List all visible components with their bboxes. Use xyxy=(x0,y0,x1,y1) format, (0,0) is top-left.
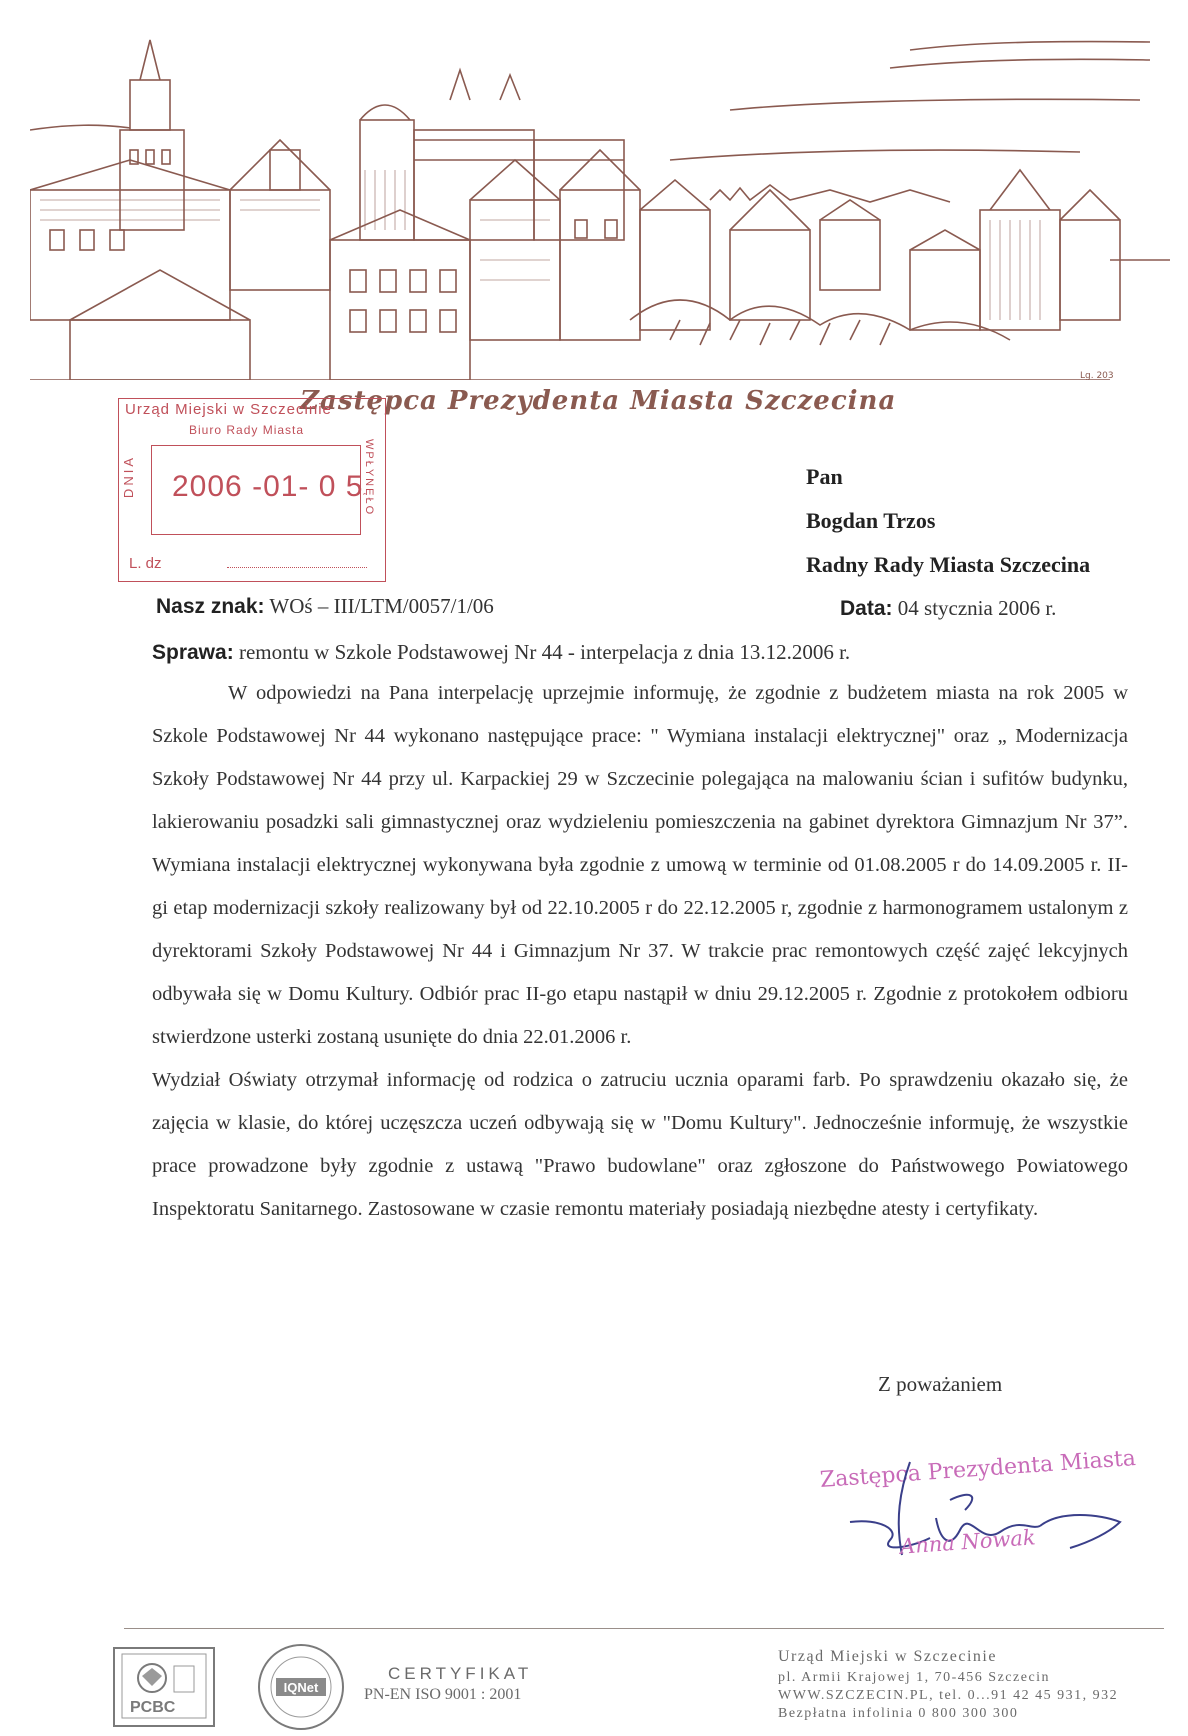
subject-label: Sprawa: xyxy=(152,641,234,664)
stamp-received-label: WPŁYNĘŁO xyxy=(363,439,375,517)
city-skyline-illustration xyxy=(30,20,1170,380)
body-paragraph-1: W odpowiedzi na Pana interpelację uprzejmie informuję, że zgodnie z budżetem miasta na rok 2005 w Szkole Podstawowej Nr 44 wykonano następujące prace: " Wymiana instalacji elektrycznej" oraz „ Modernizacja Szkoły Podstawowej Nr 44 przy ul. Karpackiej 29 w Szczecinie polegająca na malowaniu ścian i sufitów budynku, lakierowaniu posadzki sali gimnastycznej oraz wydzieleniu pomieszczenia na gabinet dyrektora Gimnazjum Nr 37”. Wymiana instalacji elektrycznej wykonywana była zgodnie z umową w terminie od 01.08.2005 r do 14.09.2005 r. II-gi etap modernizacji szkoły realizowany był od 22.10.2005 r do 22.12.2005 r, zgodnie z harmonogramem ustalonym z dyrektorami Szkoły Podstawowej Nr 44 i Gimnazjum Nr 37. W trakcie prac remontowych część zajęć lekcyjnych odbywała się w Domu Kultury. Odbiór prac II-go etapu nastąpił w dniu 29.12.2005 r. Zgodnie z protokołem odbioru stwierdzone usterki zostaną usunięte do dnia 22.01.2006 r. xyxy=(152,682,1128,1048)
recipient-title: Radny Rady Miasta Szczecina xyxy=(806,552,1091,577)
stamp-ldz-label: L. dz xyxy=(129,555,162,572)
certificate-title: CERTYFIKAT xyxy=(388,1664,533,1683)
reference-line xyxy=(156,594,494,619)
iqnet-logo-icon xyxy=(256,1642,346,1732)
closing-phrase: Z poważaniem xyxy=(878,1372,1003,1396)
handwritten-signature xyxy=(840,1460,1130,1570)
artist-signature: Lg. 203 xyxy=(1080,371,1114,380)
svg-text:PCBC: PCBC xyxy=(130,1699,176,1716)
svg-text:IQNet: IQNet xyxy=(283,1680,319,1695)
stamp-dnia-label: DNIA xyxy=(121,455,136,499)
subject-value: remontu w Szkole Podstawowej Nr 44 - interpelacja z dnia 13.12.2006 r. xyxy=(238,640,851,664)
reference-value: WOś – III/LTM/0057/1/06 xyxy=(269,594,494,618)
recipient-salutation: Pan xyxy=(806,464,843,489)
stamp-date: 2006 -01- 0 5 xyxy=(172,470,364,503)
stamp-dotted-line xyxy=(227,567,367,568)
letterhead-title: Zastępca Prezydenta Miasta Szczecina xyxy=(300,386,897,416)
subject-line xyxy=(152,640,850,665)
date-value: 04 stycznia 2006 r. xyxy=(897,596,1057,620)
body-paragraph-2: Wydział Oświaty otrzymał informację od rodzica o zatruciu ucznia oparami farb. Po sprawdzeniu okazało się, że zajęcia w klasie, do której uczęszcza uczeń odbywają się w "Domu Kultury". Jednocześnie informuję, że wszystkie prace prowadzone były zgodnie z ustawą "Prawo budowlane" oraz zgłoszone do Państwowego Powiatowego Inspektoratu Sanitarnego. Zastosowane w czasie remontu materiały posiadają niezbędne atesty i certyfikaty. xyxy=(152,1069,1128,1220)
footer-web-phone: WWW.SZCZECIN.PL, tel. 0...91 42 45 931, 932 xyxy=(778,1688,1119,1703)
signature-stamp-title: Zastępca Prezydenta Miasta xyxy=(819,1445,1137,1493)
date-line xyxy=(840,596,1056,621)
signatory-name: Anna Nowak xyxy=(899,1525,1037,1559)
stamp-bureau: Biuro Rady Miasta xyxy=(189,423,305,437)
footer-office-name: Urząd Miejski w Szczecinie xyxy=(778,1648,997,1665)
letter-body xyxy=(152,672,1128,1231)
date-label: Data: xyxy=(840,597,893,620)
certificate-standard: PN-EN ISO 9001 : 2001 xyxy=(364,1686,522,1703)
footer-divider xyxy=(124,1628,1164,1629)
reference-label: Nasz znak: xyxy=(156,595,265,618)
registration-stamp xyxy=(118,398,386,582)
footer-hotline: Bezpłatna infolinia 0 800 300 300 xyxy=(778,1706,1019,1721)
recipient-name: Bogdan Trzos xyxy=(806,508,936,533)
stamp-office: Urząd Miejski w Szczecinie xyxy=(125,401,332,418)
stamp-date-box xyxy=(151,445,364,535)
pcbc-logo-icon xyxy=(112,1646,216,1728)
footer-address: pl. Armii Krajowej 1, 70-456 Szczecin xyxy=(778,1670,1051,1685)
